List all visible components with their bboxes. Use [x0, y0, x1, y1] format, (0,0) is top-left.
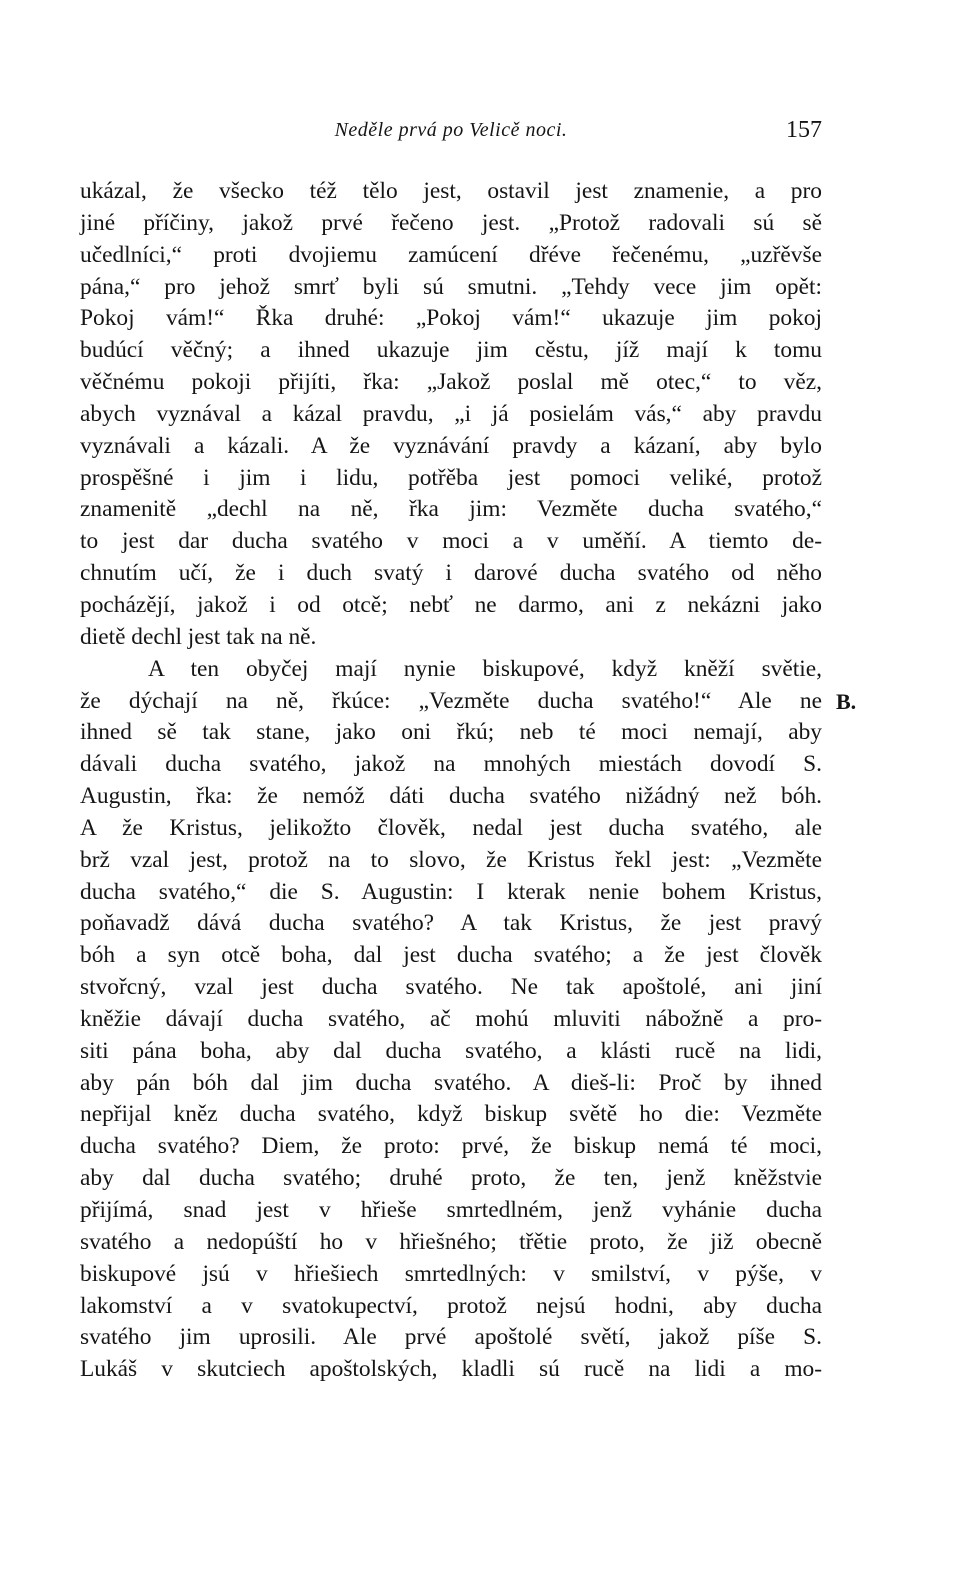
text-line: ihned sě tak stane, jako oni řkú; neb té moci nemají, aby [80, 719, 822, 746]
page-number: 157 [786, 117, 822, 143]
text-line: ducha svatého,“ die S. Augustin: I kterak nenie bohem Kristus, [80, 878, 822, 905]
margin-note: B. [836, 689, 857, 714]
text-line: vyznávali a kázali. A že vyznávání pravdy a kázaní, aby bylo [80, 432, 822, 459]
text-line: Augustin, řka: že nemóž dáti ducha svatého nižádný než bóh. [80, 783, 822, 810]
text-line: A že Kristus, jelikožto člověk, nedal jest ducha svatého, ale [80, 814, 822, 841]
text-line: brž vzal jest, protož na to slovo, že Kristus řekl jest: „Vezměte [80, 846, 822, 873]
text-line: věčnému pokoji přijíti, řka: „Jakož poslal mě otec,“ to věz, [80, 369, 822, 396]
text-line: prospěšné i jim i lidu, potřěba jest pomoci veliké, protož [80, 464, 822, 491]
text-line: stvořcný, vzal jest ducha svatého. Ne tak apoštolé, ani jiní [80, 974, 822, 1001]
text-line: Pokoj vám!“ Řka druhé: „Pokoj vám!“ ukazuje jim pokoj [80, 305, 822, 332]
text-line: přijímá, snad jest v hřieše smrtedlném, jenž vyhánie ducha [80, 1197, 822, 1223]
text-line: dávali ducha svatého, jakož na mnohých miestách dovodí S. [80, 751, 822, 778]
text-line: ducha svatého? Diem, že proto: prvé, že biskup nemá té moci, [80, 1133, 822, 1160]
text-line: jiné příčiny, jakož prvé řečeno jest. „Protož radovali sú sě [80, 209, 822, 236]
text-line: budúcí věčný; a ihned ukazuje jim cěstu, jíž mají k tomu [80, 337, 822, 364]
paragraph-end-line: dietě dechl jest tak na ně. [80, 623, 317, 650]
text-line: pocházějí, jakož i od otcě; nebť ne darmo, ani z nekázni jako [80, 591, 822, 618]
text-line: pána,“ pro jehož smrť byli sú smutni. „Tehdy vece jim opět: [80, 273, 822, 300]
paragraph-first-line: A ten obyčej mají nynie biskupové, když kněží světie, [148, 655, 822, 682]
text-line: kněžie dávají ducha svatého, ač mohú mluviti nábožně a pro- [80, 1005, 822, 1032]
body-text [80, 176, 822, 1386]
running-head [80, 112, 822, 148]
text-line: že dýchají na ně, řkúce: „Vezměte ducha svatého!“ Ale ne [80, 687, 822, 714]
text-line: aby dal ducha svatého; druhé proto, že ten, jenž kněžstvie [80, 1165, 822, 1192]
text-line: svatého jim uprosili. Ale prvé apoštolé světí, jakož píše S. [80, 1324, 822, 1351]
text-line: aby pán bóh dal jim ducha svatého. A dieš-li: Proč by ihned [80, 1069, 822, 1096]
text-line: Lukáš v skutciech apoštolských, kladli sú rucě na lidi a mo- [80, 1356, 822, 1383]
text-line: učedlníci,“ proti dvojiemu zamúcení dřéve řečenému, „uzřěvše [80, 241, 822, 268]
text-line: chnutím učí, že i duch svatý i darové ducha svatého od něho [80, 560, 822, 587]
text-line: to jest dar ducha svatého v moci a v uměňí. A tiemto de- [80, 528, 822, 555]
running-title: Neděle prvá po Velicě noci. [334, 119, 568, 141]
text-line: svatého a nedopúští ho v hřiešného; třětie proto, že již obecně [80, 1228, 822, 1255]
text-line: ukázal, že všecko též tělo jest, ostavil jest znamenie, a pro [80, 178, 822, 204]
text-line: znamenitě „dechl na ně, řka jim: Vezměte ducha svatého,“ [80, 496, 822, 523]
text-line: biskupové jsú v hřiešiech smrtedlných: v smilství, v pýše, v [80, 1260, 822, 1287]
text-line: lakomství a v svatokupectví, protož nejsú hodni, aby ducha [80, 1292, 822, 1319]
text-line: nepřijal kněz ducha svatého, když biskup světě ho die: Vezměte [80, 1101, 822, 1128]
text-line: poňavadž dává ducha svatého? A tak Kristus, že jest pravý [80, 910, 822, 937]
text-line: siti pána boha, aby dal ducha svatého, a klásti rucě na lidi, [80, 1037, 822, 1064]
text-line: abych vyznával a kázal pravdu, „i já posielám vás,“ aby pravdu [80, 400, 822, 427]
text-line: bóh a syn otcě boha, dal jest ducha svatého; a že jest člověk [80, 942, 822, 969]
